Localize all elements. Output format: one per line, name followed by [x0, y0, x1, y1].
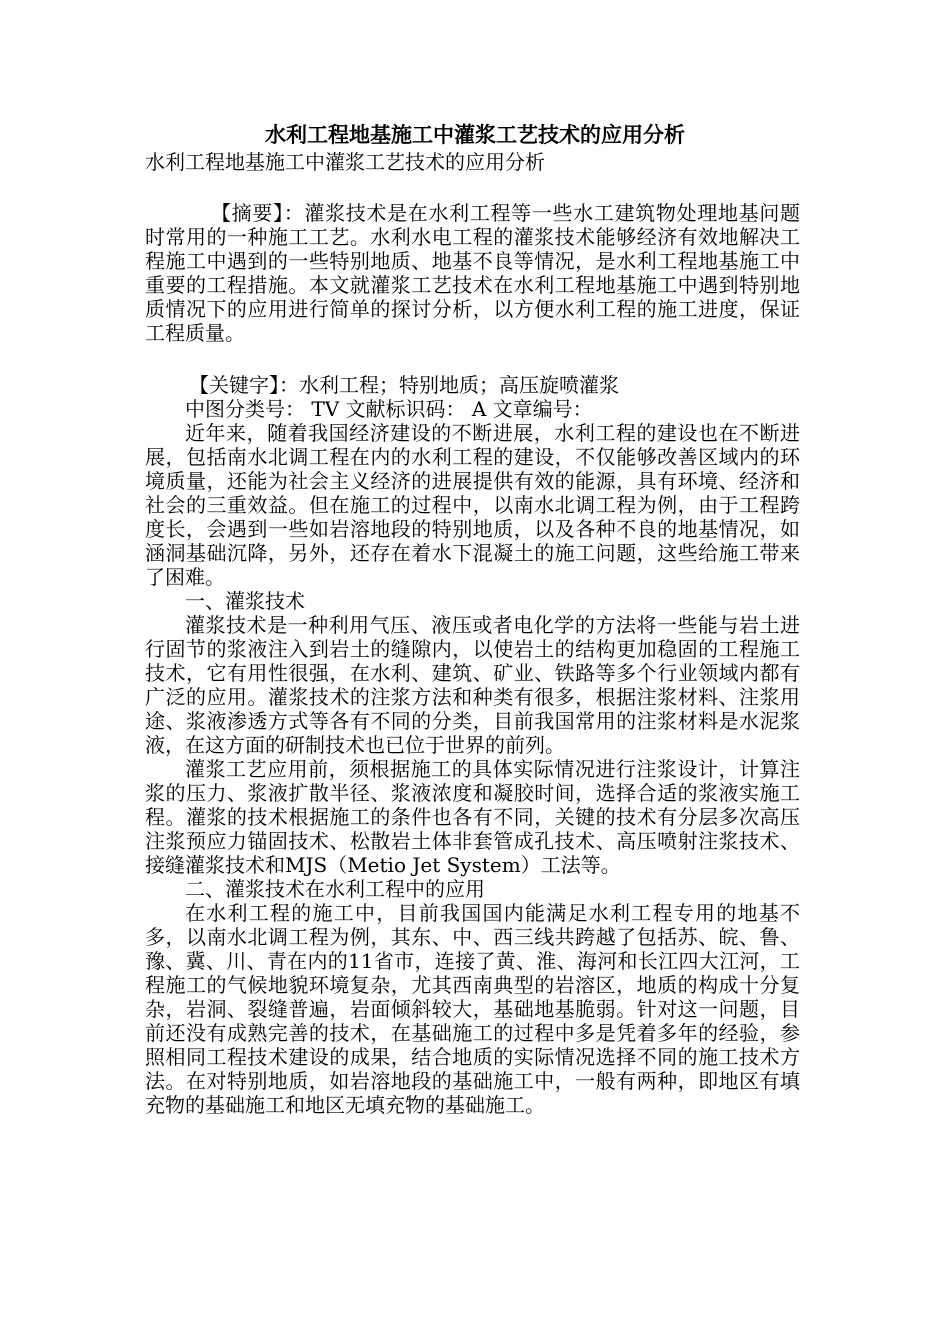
abstract-block	[145, 201, 800, 345]
section-heading: 一、灌浆技术	[185, 589, 305, 613]
section-heading: 二、灌浆技术在水利工程中的应用	[185, 877, 485, 901]
document-title: 水利工程地基施工中灌浆工艺技术的应用分析	[265, 123, 685, 147]
body-paragraph: 在水利工程的施工中，目前我国国内能满足水利工程专用的地基不多，以南水北调工程为例，其东、中、西三线共跨越了包括苏、皖、鲁、豫、冀、川、青在内的11省市，连接了黄、淮、海河和长江四大江河，工程施工的气候地貌环境复杂，尤其西南典型的岩溶区，地质的构成十分复杂，岩洞、裂缝普遍，岩面倾斜较大，基础地基脆弱。针对这一问题，目前还没有成熟完善的技术，在基础施工的过程中多是凭着多年的经验，参照相同工程技术建设的成果，结合地质的实际情况选择不同的施工技术方法。在对特别地质，如岩溶地段的基础施工中，一般有两种，即地区有填充物的基础施工和地区无填充物的基础施工。	[145, 901, 800, 1117]
keywords-line: 【关键字】：水利工程；特别地质；高压旋喷灌浆	[189, 373, 619, 397]
classification-line: 中图分类号： TV 文献标识码： A 文章编号：	[185, 397, 593, 421]
body-paragraph: 灌浆工艺应用前，须根据施工的具体实际情况进行注浆设计，计算注浆的压力、浆液扩散半径、浆液浓度和凝胶时间，选择合适的浆液实施工程。灌浆的技术根据施工的条件也各有不同，关键的技术有分层多次高压注浆预应力锚固技术、松散岩土体非套管成孔技术、高压喷射注浆技术、接缝灌浆技术和MJS（Metio Jet System）工法等。	[145, 757, 800, 877]
body-block	[145, 373, 800, 1117]
document-subtitle: 水利工程地基施工中灌浆工艺技术的应用分析	[145, 150, 545, 174]
body-paragraph: 近年来，随着我国经济建设的不断进展，水利工程的建设也在不断进展，包括南水北调工程在内的水利工程的建设，不仅能够改善区域内的环境质量，还能为社会主义经济的进展提供有效的能源，具有环境、经济和社会的三重效益。但在施工的过程中，以南水北调工程为例，由于工程跨度长，会遇到一些如岩溶地段的特别地质，以及各种不良的地基情况，如涵洞基础沉降，另外，还存在着水下混凝土的施工问题，这些给施工带来了困难。	[145, 421, 800, 589]
abstract-paragraph: 【摘要】：灌浆技术是在水利工程等一些水工建筑物处理地基问题时常用的一种施工工艺。水利水电工程的灌浆技术能够经济有效地解决工程施工中遇到的一些特别地质、地基不良等情况，是水利工程地基施工中重要的工程措施。本文就灌浆工艺技术在水利工程地基施工中遇到特别地质情况下的应用进行简单的探讨分析，以方便水利工程的施工进度，保证工程质量。	[145, 201, 800, 345]
body-paragraph: 灌浆技术是一种利用气压、液压或者电化学的方法将一些能与岩土进行固节的浆液注入到岩土的缝隙内，以使岩土的结构更加稳固的工程施工技术，它有用性很强，在水利、建筑、矿业、铁路等多个行业领域内都有广泛的应用。灌浆技术的注浆方法和种类有很多，根据注浆材料、注浆用途、浆液渗透方式等各有不同的分类，目前我国常用的注浆材料是水泥浆液，在这方面的研制技术也已位于世界的前列。	[145, 613, 800, 757]
